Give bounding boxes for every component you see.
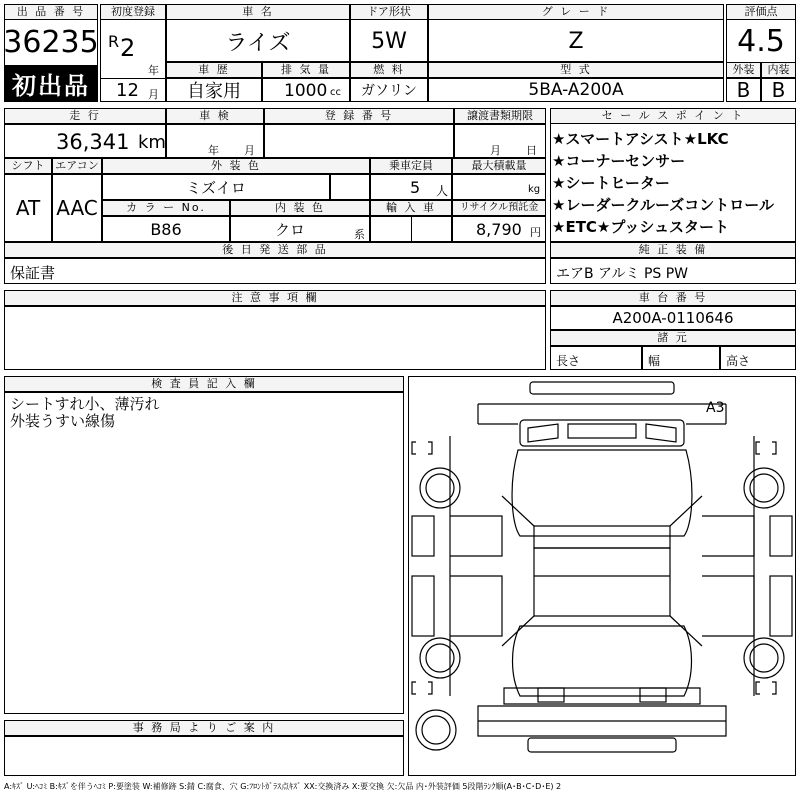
later-parts-label: 後 日 発 送 部 品 [4, 242, 546, 258]
dimension-length: 長さ [556, 354, 581, 368]
office-area [4, 736, 404, 776]
dimension-height: 高さ [726, 354, 751, 368]
score-value: 4.5 [737, 23, 785, 59]
car-name-label: 車 名 [166, 4, 350, 20]
inspector-note: 外装うすい線傷 [10, 412, 116, 430]
first-reg-month: 12 [116, 80, 139, 101]
recycle-unit: 円 [530, 226, 541, 239]
grade-label: グ レ ー ド [428, 4, 724, 20]
office-label: 事 務 局 よ り ご 案 内 [4, 720, 404, 736]
model-code-label: 型 式 [428, 62, 724, 78]
exterior-color-label: 外 装 色 [102, 158, 370, 174]
lot-label: 出 品 番 号 [4, 4, 98, 20]
first-reg-label: 初度登録 [100, 4, 166, 20]
era-letter: R [108, 32, 120, 51]
car-name-value: ライズ [225, 30, 291, 56]
color-no-label: カ ラ ー No. [102, 200, 230, 216]
ext-score-label: 外装 [726, 62, 761, 78]
displacement-value: 1000 [284, 81, 328, 101]
door-label: ドア形状 [350, 4, 428, 20]
door-value: 5W [371, 28, 407, 54]
mileage-value: 36,341 [56, 130, 130, 154]
aircon-label: エアコン [52, 158, 102, 174]
dimension-width: 幅 [648, 354, 661, 368]
damage-legend: A:ｷｽﾞ U:ﾍｺﾐ B:ｷｽﾞを伴うﾍｺﾐ P:要塗装 W:補修跡 S:錆 C:腐食、穴 G:ﾌﾛﾝﾄｶﾞﾗｽ点ｷｽﾞ XX:交換済み X:要交換 欠:欠品 内･外装評価 5段階ﾗﾝｸ順(A･B･C･D･E) 2 [4, 782, 562, 791]
first-listing-badge: 初出品 [5, 65, 97, 101]
int-score-label: 内装 [761, 62, 796, 78]
score-label: 評価点 [726, 4, 796, 20]
chassis-value: A200A-0110646 [612, 309, 734, 327]
import-label: 輸 入 車 [370, 200, 452, 216]
grade-value: Z [568, 28, 584, 54]
equipment-label: 純 正 装 備 [550, 242, 796, 258]
inspection-month-unit: 月 [244, 144, 255, 157]
lot-number: 36235 [3, 24, 99, 60]
aircon-value: AAC [56, 196, 98, 220]
inspector-note: シートすれ小、薄汚れ [10, 395, 160, 413]
color-no-value: B86 [150, 219, 182, 239]
sales-point-item: ★スマートアシスト★LKC [552, 130, 729, 148]
notes-area [4, 306, 546, 370]
dimensions-label: 諸 元 [550, 330, 796, 346]
sales-point-item: ★ETC★プッシュスタート [552, 218, 730, 236]
recycle-value: 8,790 [476, 220, 522, 239]
model-code-value: 5BA-A200A [528, 80, 624, 100]
first-reg-year: 2 [120, 34, 136, 62]
sales-points-list [552, 128, 774, 238]
mileage-unit: km [138, 132, 166, 153]
sales-point-item: ★レーダークルーズコントロール [552, 196, 774, 214]
sales-point-item: ★シートヒーター [552, 174, 670, 192]
int-score-value: B [771, 78, 786, 102]
recycle-label: リサイクル預託金 [452, 200, 546, 216]
history-value: 自家用 [187, 81, 241, 102]
interior-color-label: 内 装 色 [230, 200, 370, 216]
sales-points-label: セ ー ル ス ポ イ ン ト [550, 108, 796, 124]
month-unit: 月 [148, 88, 159, 101]
notes-label: 注 意 事 項 欄 [4, 290, 546, 306]
transfer-day-unit: 日 [526, 144, 537, 157]
inspector-notes [10, 396, 160, 430]
exterior-color-value: ミズイロ [186, 178, 246, 197]
interior-color-value: クロ [274, 220, 305, 239]
shift-value: AT [15, 196, 41, 220]
displacement-unit: cc [330, 87, 341, 98]
inspector-area [4, 392, 404, 714]
capacity-value: 5 [410, 178, 421, 197]
inspection-label: 車 検 [166, 108, 264, 124]
transfer-month-unit: 月 [490, 144, 501, 157]
displacement-label: 排 気 量 [262, 62, 350, 78]
car-outline-diagram [408, 376, 796, 776]
plate-label: 登 録 番 号 [264, 108, 454, 124]
later-parts-value: 保証書 [10, 264, 56, 282]
year-unit: 年 [148, 64, 159, 77]
max-load-label: 最大積載量 [452, 158, 546, 174]
capacity-label: 乗車定員 [370, 158, 452, 174]
inspection-year-unit: 年 [208, 144, 219, 157]
mileage-label: 走 行 [4, 108, 166, 124]
transfer-label: 譲渡書類期限 [454, 108, 546, 124]
fuel-label: 燃 料 [350, 62, 428, 78]
max-load-unit: kg [528, 184, 541, 195]
inspector-label: 検 査 員 記 入 欄 [4, 376, 404, 392]
history-label: 車 歴 [166, 62, 262, 78]
ext-score-value: B [736, 78, 751, 102]
capacity-unit: 人 [436, 184, 449, 198]
shift-label: シフト [4, 158, 52, 174]
fuel-value: ガソリン [361, 83, 417, 99]
interior-color-unit: 系 [354, 228, 365, 241]
equipment-value: エアB アルミ PS PW [556, 266, 689, 282]
damage-mark: A3 [706, 400, 725, 416]
chassis-label: 車 台 番 号 [550, 290, 796, 306]
sales-point-item: ★コーナーセンサー [552, 152, 686, 170]
